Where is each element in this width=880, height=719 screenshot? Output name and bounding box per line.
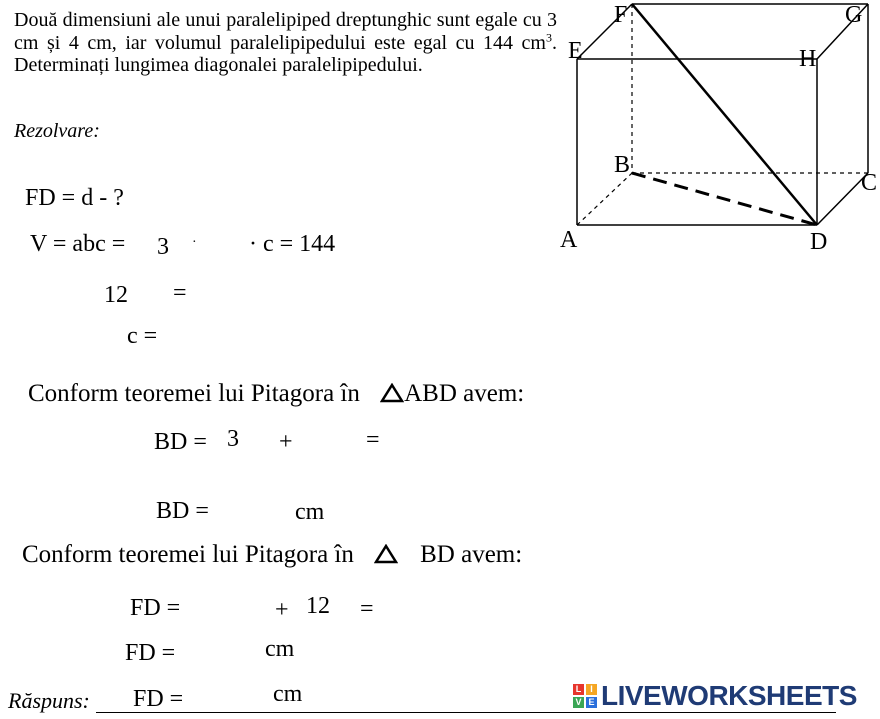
pitagora-abd-intro <box>28 380 524 408</box>
triangle-fbd-name: BD avem: <box>420 541 523 568</box>
problem-text: Două dimensiuni ale unui paralelipiped dreptunghic sunt egale cu 3 cm și 4 cm, iar volumul paralelipipedului este egal cu 144 cm <box>14 9 557 54</box>
diagonal-FD <box>632 4 817 225</box>
vertex-D: D <box>810 229 828 255</box>
c-equals: c = <box>127 323 158 349</box>
fd-result: FD = <box>125 640 176 666</box>
fd-unknown: FD = d - ? <box>25 185 124 211</box>
logo-icon <box>573 684 597 708</box>
triangle-icon <box>374 544 398 564</box>
eq-product-input[interactable]: 12 <box>104 282 128 308</box>
bd-result: BD = <box>156 498 209 524</box>
vertex-A: A <box>560 227 578 253</box>
vertex-C: C <box>861 170 878 196</box>
logo-tile-l: L <box>573 684 584 695</box>
parallelepiped-figure <box>0 0 880 260</box>
pitagora-fbd-intro <box>22 541 522 569</box>
answer-unit: cm <box>273 681 303 707</box>
logo-tile-i: I <box>586 684 597 695</box>
fd-unit: cm <box>265 636 295 662</box>
bd-equals: = <box>366 427 380 453</box>
hidden-edge-AB <box>577 173 632 225</box>
fd-equals: = <box>360 596 374 622</box>
volume-dot: · <box>192 235 197 250</box>
bd-unit: cm <box>295 499 325 525</box>
bd-input-a[interactable]: 3 <box>227 426 239 452</box>
rezolvare-label: Rezolvare: <box>14 120 100 142</box>
eq-equals: = <box>173 280 187 306</box>
problem-text-end: . Determinați lungimea diagonalei paralelipipedului. <box>14 31 557 76</box>
bd-squared-formula: BD = <box>154 429 207 455</box>
volume-formula: V = abc = <box>30 231 126 257</box>
liveworksheets-logo <box>573 682 857 710</box>
vertex-F: F <box>614 2 628 28</box>
vertex-H: H <box>799 46 817 72</box>
logo-tile-v: V <box>573 697 584 708</box>
triangle-icon <box>380 383 404 403</box>
volume-input-a[interactable]: 3 <box>157 234 169 260</box>
vertex-G: G <box>845 2 863 28</box>
volume-equation: · c = 144 <box>249 231 336 257</box>
diagonal-BD <box>632 173 817 225</box>
pitagora-fbd-text: Conform teoremei lui Pitagora în <box>22 541 354 568</box>
cube-exponent: 3 <box>546 29 552 44</box>
bd-plus: + <box>279 429 293 455</box>
vertex-B: B <box>614 152 631 178</box>
answer-label: Răspuns: <box>8 688 90 713</box>
answer-fd: FD = <box>133 686 184 712</box>
vertex-E: E <box>568 38 583 64</box>
logo-tile-e: E <box>586 697 597 708</box>
pitagora-abd-text: Conform teoremei lui Pitagora în <box>28 380 360 407</box>
logo-text: LIVEWORKSHEETS <box>601 680 857 711</box>
fd-squared-formula: FD = <box>130 595 181 621</box>
fd-input-b[interactable]: 12 <box>306 593 330 619</box>
answer-line <box>96 712 836 713</box>
triangle-abd-name: ABD avem: <box>404 380 525 407</box>
fd-plus: + <box>275 597 289 623</box>
